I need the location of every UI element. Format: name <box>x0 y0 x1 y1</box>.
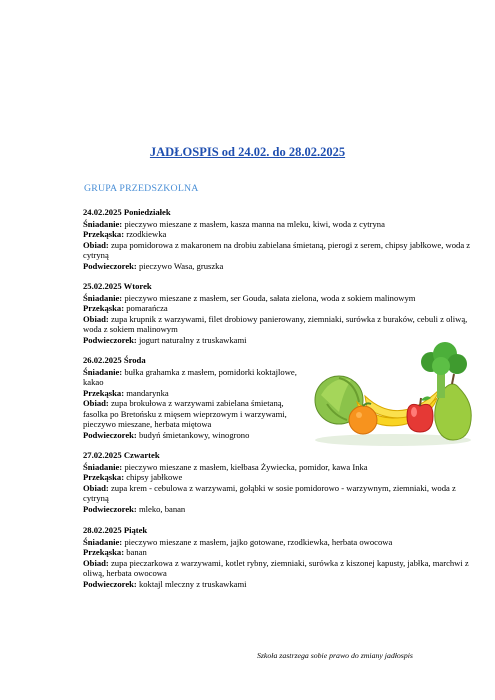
meal-afternoon-snack <box>83 504 475 515</box>
meal-label: Podwieczorek: <box>83 260 137 271</box>
meal-label: Śniadanie: <box>83 366 123 377</box>
meal-afternoon-snack <box>83 430 308 441</box>
meal-label: Przekąska: <box>83 387 125 398</box>
meal-text: pieczywo mieszane z masłem, ser Gouda, sałata zielona, woda z sokiem malinowym <box>124 292 416 303</box>
meal-breakfast <box>83 462 475 473</box>
meal-afternoon-snack <box>83 261 475 272</box>
meal-label: Przekąska: <box>83 303 125 313</box>
meal-text: mandarynka <box>126 387 169 398</box>
meal-text: zupa brokułowa z warzywami zabielana śmietaną, fasolka po Bretońsku z mięsem wieprzowym i warzywami, pieczywo mieszane, herbata miętowa <box>83 398 287 429</box>
meal-text: pieczywo mieszane z masłem, kasza manna na mleku, kiwi, woda z cytryna <box>124 218 385 229</box>
meal-text: zupa pieczarkowa z warzywami, kotlet rybny, ziemniaki, surówka z kiszonej kapusty, jabłka, marchwi z oliwą, herbata owocowa <box>83 557 469 578</box>
day-date: 26.02.2025 Środa <box>83 355 146 365</box>
meal-text: zupa pomidorowa z makaronem na drobiu zabielana śmietaną, pierogi z serem, chipsy jabłkowe, woda z cytryną <box>83 239 471 260</box>
meal-label: Przekąska: <box>83 472 125 482</box>
day-block-thursday <box>83 450 475 514</box>
meal-lunch <box>83 398 308 430</box>
meal-text: pomarańcza <box>126 303 168 313</box>
meal-label: Podwieczorek: <box>83 429 137 440</box>
meal-text: pieczywo mieszane z masłem, jajko gotowane, rzodkiewka, herbata owocowa <box>124 536 393 547</box>
meal-text: pieczywo Wasa, gruszka <box>138 260 224 271</box>
group-title: GRUPA PRZEDSZKOLNA <box>84 183 199 194</box>
meal-label: Obiad: <box>83 313 109 324</box>
meal-snack <box>83 388 308 399</box>
meal-label: Obiad: <box>83 398 109 408</box>
meal-text: chipsy jabłkowe <box>126 472 183 482</box>
page-title: JADŁOSPIS od 24.02. do 28.02.2025 <box>149 145 346 159</box>
meal-text: rzodkiewka <box>126 229 167 239</box>
day-date: 28.02.2025 Piątek <box>83 525 148 535</box>
meal-label: Podwieczorek: <box>83 503 137 514</box>
meal-label: Śniadanie: <box>83 536 123 547</box>
meal-label: Obiad: <box>83 239 109 250</box>
day-block-tuesday <box>83 281 475 345</box>
meal-text: banan <box>126 547 147 557</box>
meal-label: Przekąska: <box>83 547 125 557</box>
meal-snack <box>83 303 475 314</box>
day-block-wednesday <box>83 355 308 440</box>
meal-text: koktajl mleczny z truskawkami <box>138 578 247 589</box>
meal-text: zupa krupnik z warzywami, filet drobiowy panierowany, ziemniaki, surówka z buraków, cebuli z oliwą, woda z sokiem malinowym <box>83 313 468 334</box>
meal-lunch <box>83 240 475 261</box>
meal-snack <box>83 547 475 558</box>
meal-label: Przekąska: <box>83 229 125 239</box>
meal-lunch <box>83 558 475 579</box>
meal-label: Podwieczorek: <box>83 578 137 589</box>
meal-text: mleko, banan <box>138 503 186 514</box>
day-date: 24.02.2025 Poniedziałek <box>83 207 171 217</box>
day-block-friday <box>83 525 475 589</box>
meal-breakfast <box>83 367 308 388</box>
meal-breakfast <box>83 293 475 304</box>
meal-lunch <box>83 483 475 504</box>
meal-snack <box>83 229 475 240</box>
meal-text: bułka grahamka z masłem, pomidorki koktajlowe, kakao <box>83 366 297 387</box>
footer-note: Szkoła zastrzega sobie prawo do zmiany jadłospis <box>257 651 413 660</box>
meal-breakfast <box>83 219 475 230</box>
meal-label: Śniadanie: <box>83 461 123 472</box>
day-block-monday <box>83 207 475 271</box>
meal-label: Podwieczorek: <box>83 334 137 345</box>
vegetables-fruits-illustration <box>313 340 475 448</box>
meal-text: pieczywo mieszane z masłem, kiełbasa Żywiecka, pomidor, kawa Inka <box>124 461 368 472</box>
meal-lunch <box>83 314 475 335</box>
meal-label: Obiad: <box>83 482 109 493</box>
meal-snack <box>83 472 475 483</box>
meal-text: zupa krem - cebulowa z warzywami, gołąbki w sosie pomidorowo - warzywnym, ziemniaki, woda z cytryną <box>83 482 456 503</box>
meal-afternoon-snack <box>83 579 475 590</box>
meal-breakfast <box>83 537 475 548</box>
day-date: 27.02.2025 Czwartek <box>83 450 160 460</box>
meal-label: Śniadanie: <box>83 292 123 303</box>
meal-label: Śniadanie: <box>83 218 123 229</box>
meal-label: Obiad: <box>83 557 109 568</box>
day-date: 25.02.2025 Wtorek <box>83 281 152 291</box>
meal-text: budyń śmietankowy, winogrono <box>138 429 250 440</box>
meal-text: jogurt naturalny z truskawkami <box>138 334 247 345</box>
